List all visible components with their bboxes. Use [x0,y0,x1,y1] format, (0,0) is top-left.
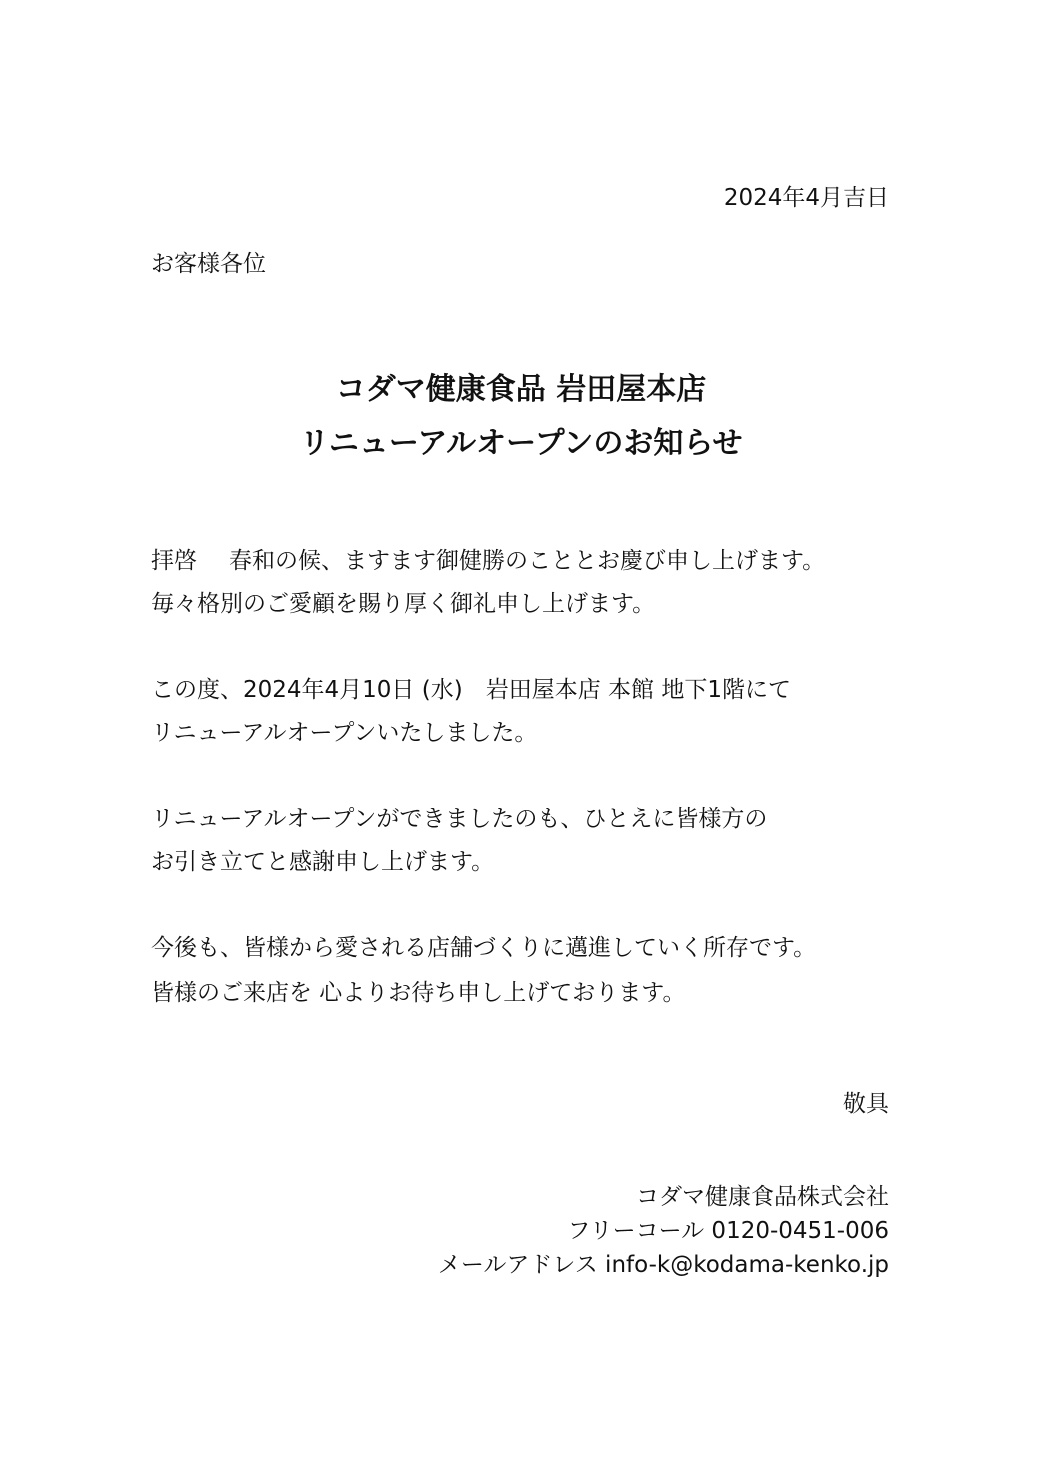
title-announcement: リニューアルオープンのお知らせ [299,426,743,461]
closing-word: 敬具 [843,1091,889,1117]
sender-block [438,1180,889,1282]
paragraph-3-line-2: お引き立てと感謝申し上げます。 [151,849,495,875]
letter-date: 2024年4月吉日 [723,185,889,211]
paragraph-2-line-1: この度、2024年4月10日 (水) 岩田屋本店 本館 地下1階にて [151,677,791,703]
greeting-line-1 [151,545,825,577]
free-call-number: フリーコール 0120-0451-006 [567,1218,889,1244]
paragraph-4-line-1: 今後も、皆様から愛される店舗づくりに邁進していく所存です。 [151,935,817,961]
paragraph-3-line-1: リニューアルオープンができましたのも、ひとえに皆様方の [151,806,768,832]
paragraph-2-line-2: リニューアルオープンいたしました。 [151,720,538,746]
greeting-line-2: 毎々格別のご愛顧を賜り厚く御礼申し上げます。 [151,591,656,617]
paragraph-4-line-2: 皆様のご来店を 心よりお待ち申し上げております。 [151,980,686,1006]
opening-word: 拝啓 [151,548,197,574]
company-name: コダマ健康食品株式会社 [636,1184,889,1210]
greeting-text-1: 春和の候、ますます御健勝のこととお慶び申し上げます。 [229,548,826,574]
email-address: メールアドレス info-k@kodama-kenko.jp [437,1252,889,1278]
recipient-salutation: お客様各位 [151,251,266,277]
title-store-name: コダマ健康食品 岩田屋本店 [335,372,707,407]
